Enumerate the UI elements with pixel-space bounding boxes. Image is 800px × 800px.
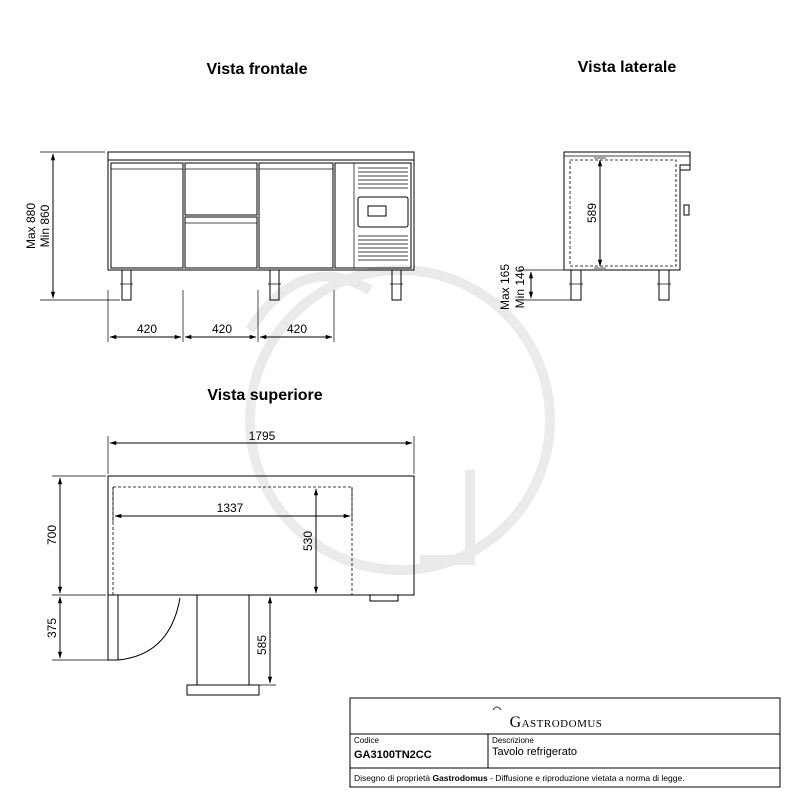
top-drawer-depth-label: 585 [255,634,269,656]
brand-logo [493,707,602,731]
front-width-2-label: 420 [211,322,233,336]
side-view [498,152,690,310]
copyright-footer [354,773,685,783]
code-label: Codice [354,736,379,745]
title-block [350,698,780,787]
watermark-logo [250,270,550,570]
top-depth-label: 700 [45,524,59,546]
top-inner-depth-label: 530 [301,530,315,552]
top-view-title: Vista superiore [207,387,323,404]
description-label: Descrizione [492,736,534,745]
brand-name: Gastrodomus [509,714,603,731]
front-view [24,152,414,342]
footer-prefix: Disegno di proprietà [354,773,433,783]
side-view-title: Vista laterale [577,59,677,76]
side-inner-height-label: 589 [585,202,599,224]
footer-brand: Gastrodomus [432,773,488,783]
top-total-width-label: 1795 [248,429,276,443]
side-leg-max-label: Max 165 [498,263,512,311]
top-door-swing-label: 375 [45,617,59,639]
front-height-min-label: Min 860 [38,204,52,248]
front-height-max-label: Max 880 [24,202,38,250]
top-inner-width-label: 1337 [216,501,244,515]
side-leg-min-label: Min 146 [513,265,527,309]
front-width-1-label: 420 [136,322,158,336]
code-value: GA3100TN2CC [354,749,432,761]
front-width-3-label: 420 [286,322,308,336]
front-view-title: Vista frontale [206,61,308,78]
footer-suffix: - Diffusione e riproduzione vietata a norma di legge. [487,773,685,783]
description-value: Tavolo refrigerato [492,746,577,758]
